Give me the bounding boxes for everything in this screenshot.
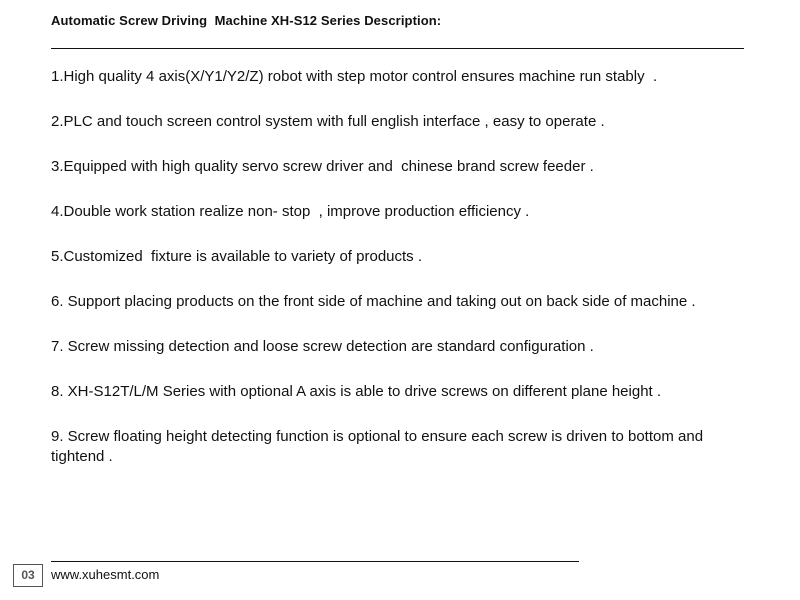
website-url: www.xuhesmt.com <box>51 567 160 582</box>
feature-list <box>51 67 751 492</box>
page-title: Automatic Screw Driving Machine XH-S12 Series Description: <box>51 13 442 28</box>
feature-item-6: 6. Support placing products on the front side of machine and taking out on back side of machine . <box>51 293 696 310</box>
feature-item-1: 1.High quality 4 axis(X/Y1/Y2/Z) robot with step motor control ensures machine run stably . <box>51 68 658 85</box>
feature-item-2: 2.PLC and touch screen control system with full english interface , easy to operate . <box>51 113 605 130</box>
feature-item-9: 9. Screw floating height detecting function is optional to ensure each screw is driven to bottom and tightend . <box>51 428 708 465</box>
footer-divider <box>51 561 579 562</box>
feature-item-7: 7. Screw missing detection and loose screw detection are standard configuration . <box>51 338 594 355</box>
title-divider <box>51 48 744 49</box>
page-number: 03 <box>13 564 43 587</box>
feature-item-8: 8. XH-S12T/L/M Series with optional A axis is able to drive screws on different plane height . <box>51 383 662 400</box>
feature-item-4: 4.Double work station realize non- stop , improve production efficiency . <box>51 203 530 220</box>
feature-item-3: 3.Equipped with high quality servo screw driver and chinese brand screw feeder . <box>51 158 594 175</box>
feature-item-5: 5.Customized fixture is available to variety of products . <box>51 248 423 265</box>
